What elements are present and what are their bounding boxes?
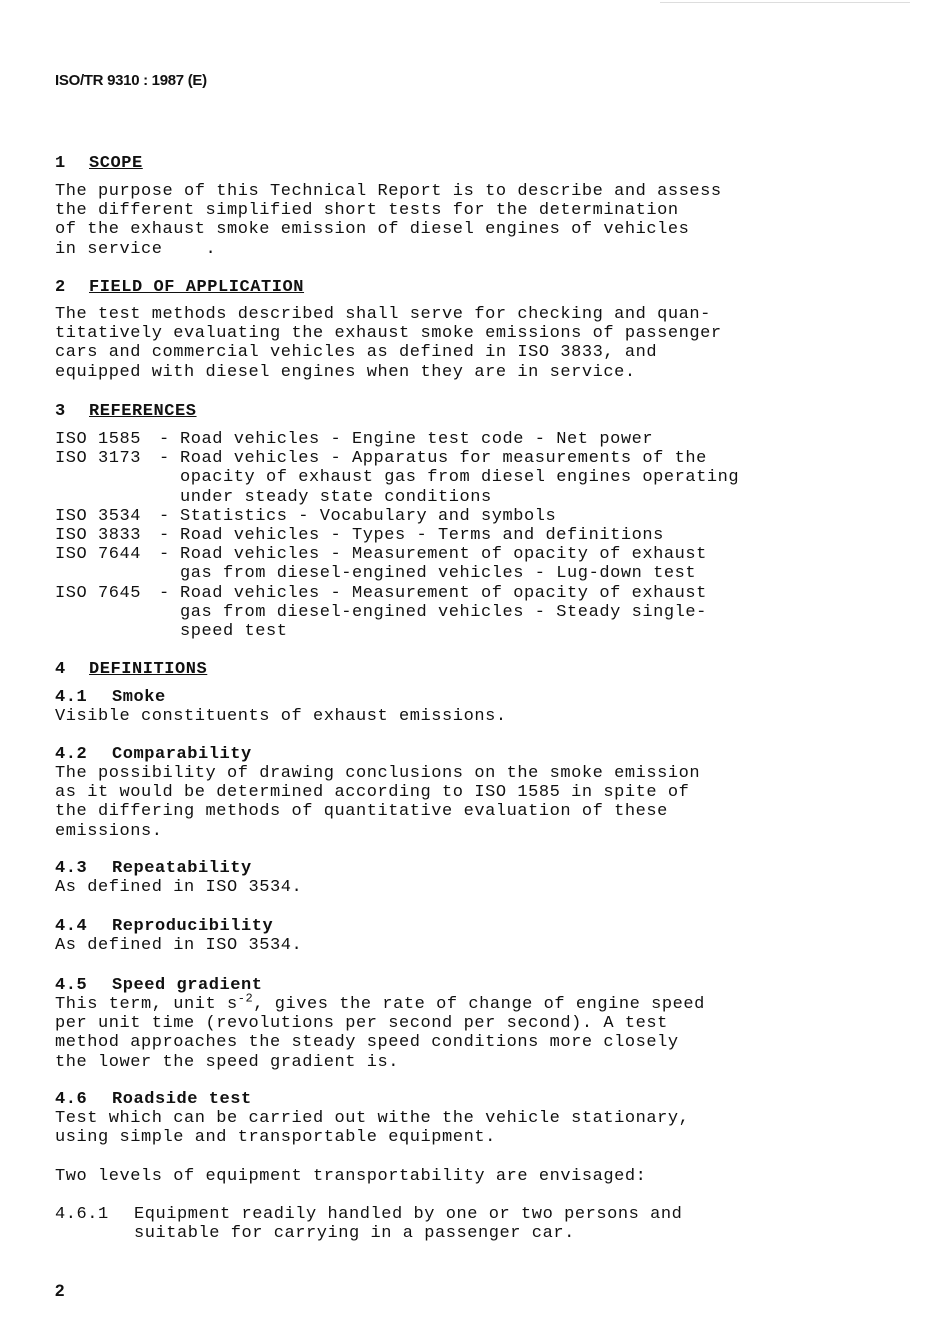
section-title: FIELD OF APPLICATION — [89, 278, 305, 297]
reference-dash: - — [159, 526, 170, 546]
references-list — [55, 430, 739, 641]
reference-row — [55, 526, 739, 545]
reference-row — [55, 449, 739, 507]
reference-code: ISO 3833 — [55, 526, 142, 546]
section-title: REFERENCES — [89, 402, 197, 421]
section-heading-references — [55, 402, 197, 421]
document-id-header: ISO/TR 9310 : 1987 (E) — [55, 72, 207, 89]
definition-heading-roadside-test — [55, 1090, 252, 1109]
reference-dash: - — [159, 545, 170, 565]
reference-title: Road vehicles - Engine test code - Net power — [180, 430, 654, 449]
definition-term: Roadside test — [112, 1090, 252, 1109]
definition-term: Speed gradient — [112, 976, 263, 995]
reference-dash: - — [159, 449, 170, 469]
definition-body-roadside-test: Test which can be carried out withe the vehicle stationary, using simple and transportable equipment. — [55, 1109, 690, 1148]
page-number: 2 — [55, 1281, 65, 1300]
definition-heading-smoke — [55, 688, 166, 707]
reference-code: ISO 3534 — [55, 506, 142, 526]
reference-title: Road vehicles - Apparatus for measurements of the opacity of exhaust gas from diesel engines operating under steady state conditions — [180, 449, 740, 507]
section-heading-field-of-application — [55, 278, 304, 297]
reference-title: Road vehicles - Measurement of opacity of exhaust gas from diesel-engined vehicles - Steady single- speed test — [180, 583, 707, 642]
body-text-start: This term, unit s — [55, 995, 238, 1014]
scope-paragraph: The purpose of this Technical Report is to describe and assess the different simplified short tests for the determination of the exhaust smoke emission of diesel engines of vehicles in service . — [55, 182, 722, 259]
field-of-application-paragraph: The test methods described shall serve for checking and quan- titatively evaluating the exhaust smoke emissions of passenger cars and commercial vehicles as defined in ISO 3833, and equipped with diesel engines when they are in service. — [55, 305, 722, 382]
section-number: 2 — [55, 278, 66, 297]
definition-number: 4.6 — [55, 1090, 88, 1109]
definition-heading-comparability — [55, 745, 252, 764]
definition-term: Reproducibility — [112, 917, 274, 936]
definition-body-reproducibility: As defined in ISO 3534. — [55, 936, 303, 955]
reference-row — [55, 584, 739, 642]
definition-heading-reproducibility — [55, 917, 273, 936]
reference-dash: - — [159, 430, 170, 449]
subclause-text-4-6-1: Equipment readily handled by one or two persons and suitable for carrying in a passenger car. — [134, 1205, 683, 1244]
reference-code: ISO 1585 — [55, 430, 142, 449]
definition-term: Comparability — [112, 745, 252, 764]
definition-number: 4.2 — [55, 745, 88, 764]
section-heading-definitions — [55, 660, 207, 679]
section-title: DEFINITIONS — [89, 660, 208, 679]
reference-row — [55, 430, 739, 449]
definition-body-comparability: The possibility of drawing conclusions on the smoke emission as it would be determined according to ISO 1585 in spite of the differing methods of quantitative evaluation of these emissions. — [55, 764, 701, 841]
reference-row — [55, 545, 739, 583]
definition-term: Repeatability — [112, 859, 252, 878]
reference-code: ISO 3173 — [55, 449, 142, 469]
reference-title: Statistics - Vocabulary and symbols — [180, 506, 557, 526]
definition-heading-speed-gradient — [55, 976, 263, 995]
unit-exponent: -2 — [237, 991, 254, 1006]
definition-term: Smoke — [112, 688, 166, 707]
section-number: 4 — [55, 660, 66, 679]
definition-number: 4.3 — [55, 859, 88, 878]
transportability-levels-intro: Two levels of equipment transportability are envisaged: — [55, 1167, 647, 1186]
reference-title: Road vehicles - Measurement of opacity of exhaust gas from diesel-engined vehicles - Lug-down test — [180, 545, 707, 584]
scan-artifact-line — [660, 2, 910, 3]
definition-heading-repeatability — [55, 859, 252, 878]
definition-number: 4.4 — [55, 917, 88, 936]
definition-number: 4.5 — [55, 976, 88, 995]
definition-number: 4.1 — [55, 688, 88, 707]
section-number: 3 — [55, 402, 66, 421]
reference-code: ISO 7644 — [55, 545, 142, 565]
definition-body-smoke: Visible constituents of exhaust emissions. — [55, 707, 507, 726]
section-title: SCOPE — [89, 154, 143, 173]
reference-code: ISO 7645 — [55, 583, 142, 603]
subclause-number-4-6-1: 4.6.1 — [55, 1205, 109, 1224]
reference-dash: - — [159, 506, 170, 526]
body-text-rest: , gives the rate of change of engine speed per unit time (revolutions per second per second). A test method approaches the steady speed conditions more closely the lower the speed gradient is. — [55, 995, 705, 1072]
reference-title: Road vehicles - Types - Terms and definitions — [180, 526, 664, 546]
definition-body-speed-gradient — [55, 991, 705, 1072]
definition-body-repeatability: As defined in ISO 3534. — [55, 878, 303, 897]
section-number: 1 — [55, 154, 66, 173]
reference-dash: - — [159, 583, 170, 603]
reference-row — [55, 507, 739, 526]
section-heading-scope — [55, 154, 143, 173]
